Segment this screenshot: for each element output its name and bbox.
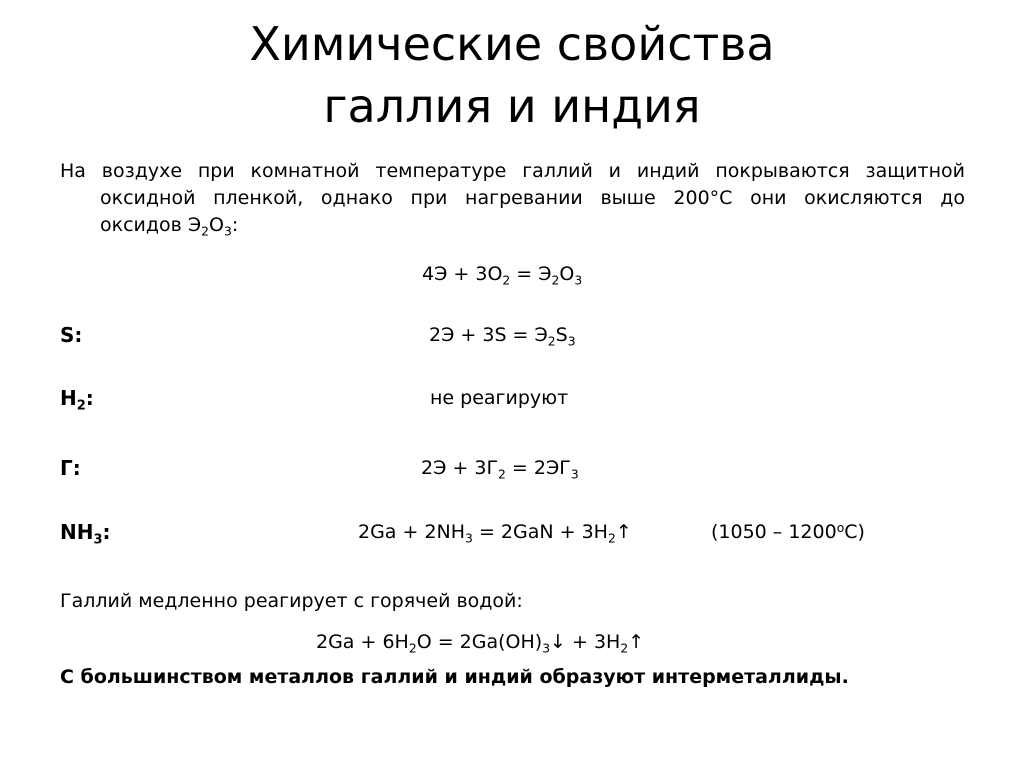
slide-title-line1: Химические свойства bbox=[249, 17, 775, 71]
ammonia-equation: $2Ga + 2NH_3 = 2GaN$ + $3H_2↑$ bbox=[358, 521, 632, 546]
hydrogen-label: $Н_2$: bbox=[60, 386, 94, 414]
halogen-label: Г: bbox=[60, 456, 81, 480]
oxygen-equation: $4Э + 3О_2 = Э_2О_3$ bbox=[422, 263, 583, 288]
up-arrow-icon: ↑ bbox=[628, 631, 645, 653]
ammonia-label: $NH_3$: bbox=[60, 520, 111, 548]
conclusion-text: С большинством металлов галлий и индий образуют интерметаллиды. bbox=[60, 666, 849, 688]
sulfur-equation: $2Э + 3S = Э_2S_3$ bbox=[429, 324, 576, 349]
sulfur-label: S: bbox=[60, 323, 83, 347]
intro-line-3: оксидов $Э_2О_3$: bbox=[100, 214, 239, 239]
intro-line-2: оксидной пленкой, однако при нагревании выше 200°С они окисляются до bbox=[100, 187, 965, 209]
up-arrow-icon: ↑ bbox=[615, 521, 632, 543]
water-equation: $2Ga + 6H_2O$ = $2Ga(OH)_3↓$ + $3H_2↑$ bbox=[316, 631, 645, 656]
intro-line-1: На воздухе при комнатной температуре галлий и индий покрываются защитной bbox=[60, 160, 965, 182]
water-intro-text: Галлий медленно реагирует с горячей водой: bbox=[60, 590, 523, 612]
ammonia-conditions: (1050 – 1200$^o$С) bbox=[711, 520, 865, 543]
down-arrow-icon: ↓ bbox=[550, 631, 566, 653]
slide-title-line2: галлия и индия bbox=[323, 79, 701, 133]
halogen-equation: $2Э + 3Г_2 = 2ЭГ_3$ bbox=[421, 457, 579, 482]
hydrogen-text: не реагируют bbox=[430, 387, 569, 409]
intro-paragraph bbox=[60, 158, 965, 239]
